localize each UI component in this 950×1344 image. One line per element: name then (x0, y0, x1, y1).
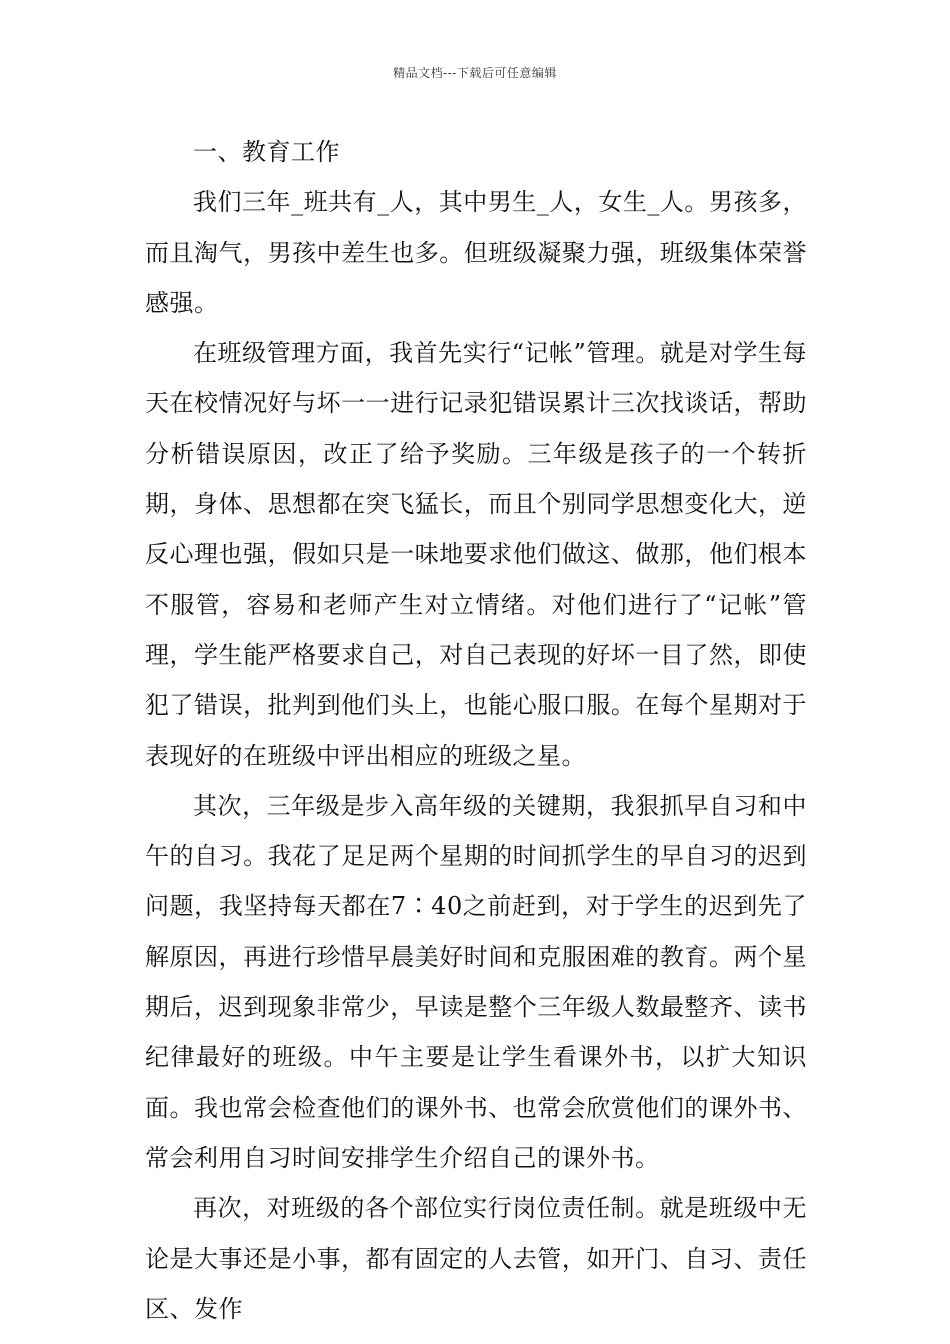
page-header: 精品文档---下载后可任意编辑 (393, 66, 557, 80)
paragraph: 其次，三年级是步入高年级的关键期，我狠抓早自习和中午的自习。我花了足足两个星期的时间抓学生的早自习的迟到问题，我坚持每天都在7∶40之前赶到，对于学生的迟到先了解原因，再进行珍惜早晨美好时间和克服困难的教育。两个星期后，迟到现象非常少，早读是整个三年级人数最整齐、读书纪律最好的班级。中午主要是让学生看课外书，以扩大知识面。我也常会检查他们的课外书、也常会欣赏他们的课外书、常会利用自习时间安排学生介绍自己的课外书。 (145, 791, 807, 1172)
document-body (145, 127, 807, 1334)
paragraph: 在班级管理方面，我首先实行“记帐”管理。就是对学生每天在校情况好与坏一一进行记录犯错误累计三次找谈话，帮助分析错误原因，改正了给予奖励。三年级是孩子的一个转折期，身体、思想都在突飞猛长，而且个别同学思想变化大，逆反心理也强，假如只是一味地要求他们做这、做那，他们根本不服管，容易和老师产生对立情绪。对他们进行了“记帐”管理，学生能严格要求自己，对自己表现的好坏一目了然，即使犯了错误，批判到他们头上，也能心服口服。在每个星期对于表现好的在班级中评出相应的班级之星。 (145, 339, 807, 770)
paragraph: 再次，对班级的各个部位实行岗位责任制。就是班级中无论是大事还是小事，都有固定的人去管，如开门、自习、责任区、发作 (145, 1194, 807, 1323)
section-heading: 一、教育工作 (193, 138, 340, 166)
paragraph: 我们三年_班共有_人，其中男生_人，女生_人。男孩多，而且淘气，男孩中差生也多。但班级凝聚力强，班级集体荣誉感强。 (145, 188, 807, 317)
